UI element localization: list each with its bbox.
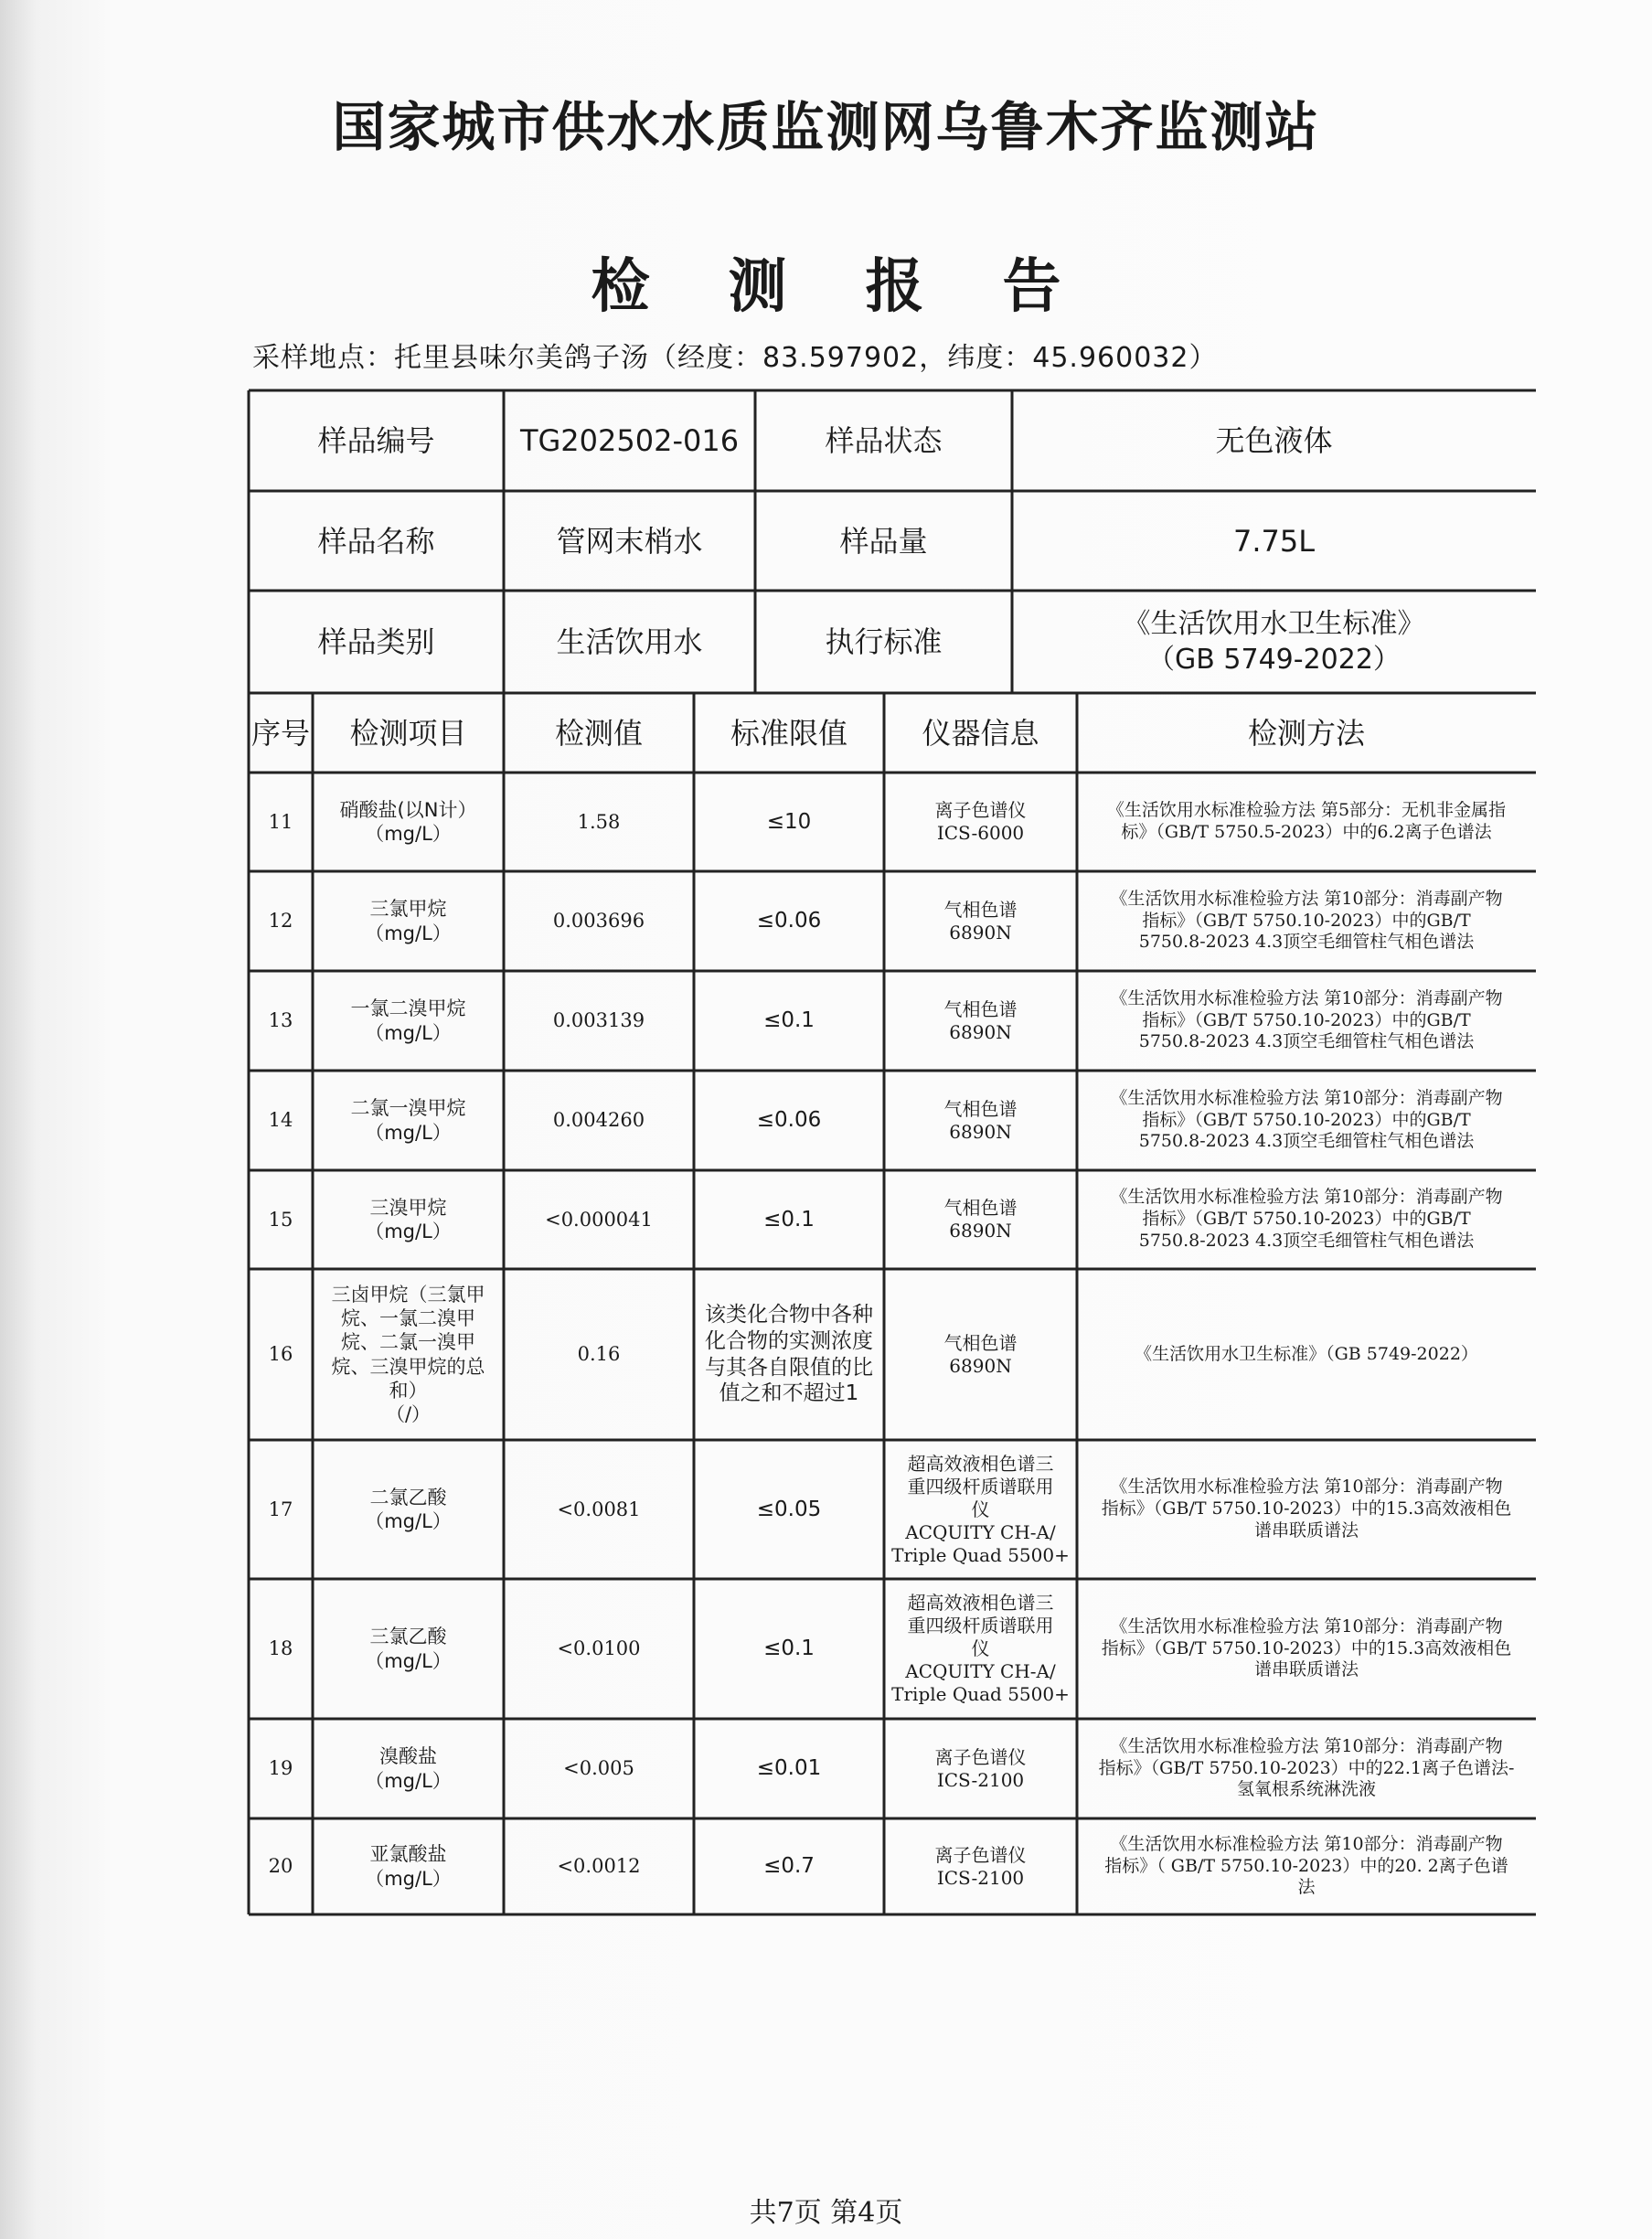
cell-item: 二氯乙酸 （mg/L） (365, 1486, 452, 1532)
cell-item: 三氯甲烷 （mg/L） (365, 898, 452, 944)
cell-value: 0.004260 (552, 1109, 645, 1132)
cell-method: 《生活饮用水标准检验方法 第10部分：消毒副产物 指标》（GB/T 5750.10-2023）中的GB/T 5750.8-2023 4.3顶空毛细管柱气相色谱法 (1110, 987, 1503, 1052)
column-header-method: 检测方法 (1247, 715, 1365, 751)
cell-limit: 该类化合物中各种 化合物的实测浓度 与其各自限值的比 值之和不超过1 (705, 1303, 873, 1406)
cell-limit: ≤10 (766, 809, 812, 834)
cell-limit: ≤0.01 (756, 1756, 822, 1781)
cell-no: 19 (268, 1757, 293, 1780)
cell-limit: ≤0.1 (763, 1637, 815, 1661)
cell-value: 1.58 (577, 810, 621, 833)
cell-instrument: 离子色谱仪 ICS-2100 (934, 1843, 1027, 1889)
column-header-instrument: 仪器信息 (922, 715, 1039, 751)
cell-method: 《生活饮用水标准检验方法 第10部分：消毒副产物 指标》（GB/T 5750.10-2023）中的15.3高效液相色 谱串联质谱法 (1101, 1615, 1512, 1680)
cell-limit: ≤0.7 (763, 1854, 815, 1879)
cell-instrument: 超高效液相色谱三 重四级杆质谱联用 仪 ACQUITY CH-A/ Triple Quad 5500+ (891, 1592, 1070, 1705)
cell-limit: ≤0.06 (756, 1108, 822, 1133)
cell-limit: ≤0.05 (756, 1497, 822, 1521)
sample-name-value: 管网末梢水 (556, 523, 703, 559)
cell-limit: ≤0.1 (763, 1008, 815, 1033)
cell-item: 三氯乙酸 （mg/L） (365, 1626, 452, 1672)
cell-value: 0.003696 (552, 910, 645, 933)
cell-item: 一氯二溴甲烷 （mg/L） (350, 997, 466, 1044)
cell-method: 《生活饮用水标准检验方法 第10部分：消毒副产物 指标》（GB/T 5750.10-2023）中的GB/T 5750.8-2023 4.3顶空毛细管柱气相色谱法 (1110, 1087, 1503, 1152)
cell-value: <0.0081 (557, 1498, 641, 1520)
cell-value: <0.005 (563, 1757, 634, 1780)
cell-value: 0.16 (577, 1343, 621, 1366)
cell-item: 溴酸盐 （mg/L） (365, 1745, 452, 1792)
column-header-value: 检测值 (554, 715, 643, 751)
cell-no: 12 (268, 910, 293, 933)
cell-item: 三溴甲烷 （mg/L） (365, 1196, 452, 1242)
cell-instrument: 离子色谱仪 ICS-6000 (934, 799, 1027, 844)
cell-item: 二氯一溴甲烷 （mg/L） (350, 1097, 466, 1144)
sample-state-label: 样品状态 (825, 423, 943, 458)
cell-no: 17 (268, 1498, 293, 1520)
cell-instrument: 超高效液相色谱三 重四级杆质谱联用 仪 ACQUITY CH-A/ Triple Quad 5500+ (891, 1452, 1070, 1566)
cell-value: <0.000041 (545, 1208, 653, 1231)
cell-instrument: 气相色谱 6890N (943, 997, 1018, 1043)
column-header-no: 序号 (250, 715, 310, 751)
standard-label: 执行标准 (825, 624, 943, 659)
standard-value: 《生活饮用水卫生标准》 （GB 5749-2022） (1123, 608, 1425, 676)
cell-method: 《生活饮用水标准检验方法 第10部分：消毒副产物 指标》（GB/T 5750.10-2023）中的GB/T 5750.8-2023 4.3顶空毛细管柱气相色谱法 (1110, 888, 1503, 953)
cell-method: 《生活饮用水标准检验方法 第10部分：消毒副产物 指标》（GB/T 5750.10-2023）中的22.1离子色谱法- 氢氧根系统淋洗液 (1098, 1735, 1515, 1800)
cell-value: <0.0012 (557, 1855, 641, 1878)
sample-type-label: 样品类别 (317, 624, 435, 659)
sample-qty-value: 7.75L (1232, 523, 1316, 559)
sampling-site: 采样地点：托里县味尔美鸽子汤（经度：83.597902，纬度：45.960032） (252, 342, 1218, 374)
cell-method: 《生活饮用水标准检验方法 第10部分：消毒副产物 指标》（GB/T 5750.10-2023）中的15.3高效液相色 谱串联质谱法 (1101, 1477, 1512, 1541)
cell-limit: ≤0.1 (763, 1207, 815, 1231)
cell-item: 三卤甲烷（三氯甲 烷、一氯二溴甲 烷、二氯一溴甲 烷、三溴甲烷的总 和） （/） (331, 1283, 485, 1425)
page-number: 共7页 第4页 (749, 2197, 903, 2229)
sample-no-value: TG202502-016 (519, 423, 740, 458)
sample-name-label: 样品名称 (317, 523, 435, 559)
cell-instrument: 气相色谱 6890N (943, 1097, 1018, 1143)
cell-method: 《生活饮用水卫生标准》（GB 5749-2022） (1135, 1343, 1478, 1364)
column-header-item: 检测项目 (349, 715, 467, 751)
cell-method: 《生活饮用水标准检验方法 第5部分：无机非金属指 标》（GB/T 5750.5-2023）中的6.2离子色谱法 (1106, 800, 1507, 842)
cell-value: <0.0100 (557, 1637, 641, 1660)
cell-instrument: 气相色谱 6890N (943, 1197, 1018, 1242)
cell-no: 11 (268, 810, 293, 833)
cell-item: 亚氯酸盐 （mg/L） (365, 1843, 452, 1890)
sample-state-value: 无色液体 (1215, 423, 1333, 458)
cell-method: 《生活饮用水标准检验方法 第10部分：消毒副产物 指标》（GB/T 5750.10-2023）中的GB/T 5750.8-2023 4.3顶空毛细管柱气相色谱法 (1110, 1187, 1503, 1251)
cell-no: 15 (268, 1208, 293, 1231)
cell-limit: ≤0.06 (756, 909, 822, 933)
cell-value: 0.003139 (552, 1009, 645, 1032)
cell-method: 《生活饮用水标准检验方法 第10部分：消毒副产物 指标》（ GB/T 5750.10-2023）中的20. 2离子色谱 法 (1104, 1833, 1508, 1898)
cell-no: 14 (268, 1109, 293, 1132)
column-header-limit: 标准限值 (730, 715, 847, 751)
sample-qty-label: 样品量 (839, 523, 928, 559)
organization-title: 国家城市供水水质监测网乌鲁木齐监测站 (332, 96, 1320, 158)
sample-type-value: 生活饮用水 (556, 624, 703, 659)
cell-no: 13 (268, 1009, 293, 1032)
cell-no: 18 (268, 1637, 293, 1660)
cell-instrument: 气相色谱 6890N (943, 1331, 1018, 1377)
cell-no: 16 (268, 1343, 293, 1366)
cell-no: 20 (268, 1855, 293, 1878)
cell-instrument: 气相色谱 6890N (943, 898, 1018, 944)
cell-item: 硝酸盐(以N计） （mg/L） (339, 798, 477, 845)
cell-instrument: 离子色谱仪 ICS-2100 (934, 1745, 1027, 1791)
sample-no-label: 样品编号 (317, 423, 435, 458)
report-title: 检测报告 (591, 253, 1140, 321)
